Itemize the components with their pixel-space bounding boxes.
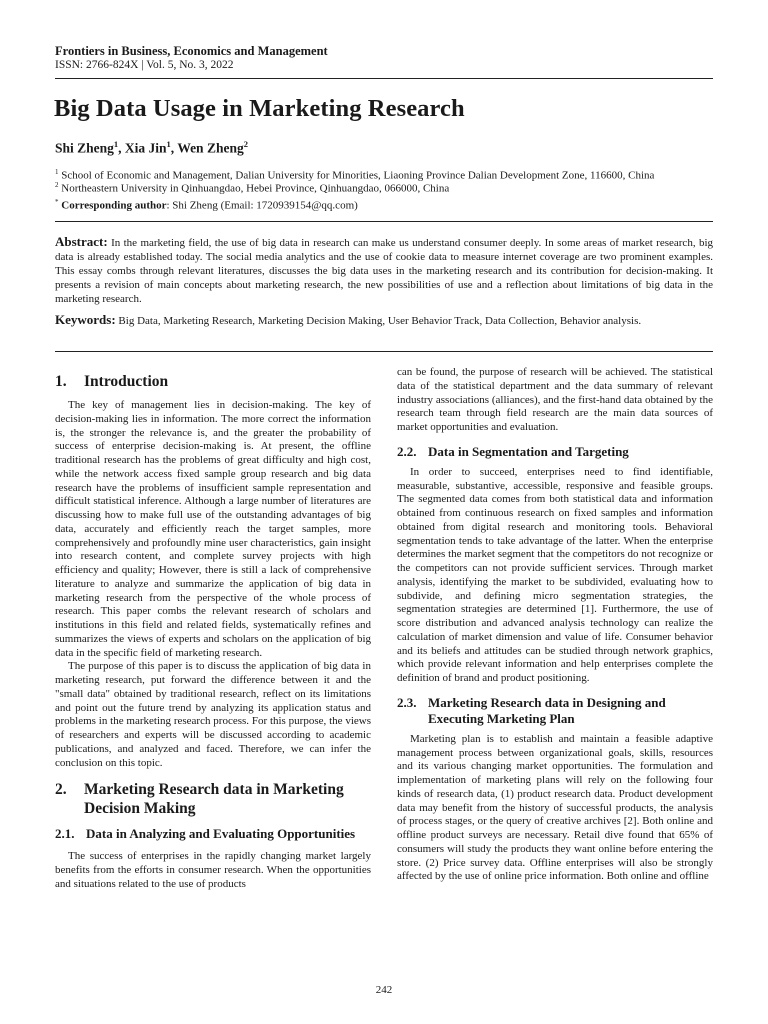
subsection-title: Data in Segmentation and Targeting <box>428 443 629 459</box>
paragraph: The purpose of this paper is to discuss the application of big data in marketing research, put forward the difference between it and the "small data" obtained by traditional research, reflect on its limitations and point out the future trend by analyzing its application status and problems in the marketing research process. For this purpose, the views of researchers and experts will be discussed according to academic publications, and analyzed and faced. Therefore, we can infer the conclusion on this topic. <box>55 660 371 769</box>
section-heading-marketing-decision <box>55 780 371 818</box>
paragraph: Marketing plan is to establish and maintain a feasible adaptive management process between organizational goals, skills, resources and its various changing market opportunities. The formulation and implementation of marketing plans will rely on the following four kinds of research data, (1) product research data. Product development data may benefit from the history of successful products, the analysis of process stages, or the query of creative archives [2]. Both online and offline product surveys are necessary. Retail dive found that 65% of consumers will study the products they want online before entering the store. (2) Price survey data. Offline enterprises will also be strongly affected by the use of online price information. Both online and offline <box>397 732 713 883</box>
author-separator: , <box>170 140 178 156</box>
affiliation-text: School of Economic and Management, Dalian University for Minorities, Liaoning Province Dalian Development Zone, 116600, China <box>58 169 655 182</box>
journal-name: Frontiers in Business, Economics and Management <box>55 44 328 58</box>
author-list <box>55 139 248 157</box>
subsection-heading-2-1 <box>55 826 371 842</box>
abstract-label: Abstract: <box>55 234 108 249</box>
corresponding-label: Corresponding author <box>58 199 167 212</box>
paragraph: can be found, the purpose of research will be achieved. The statistical data of the statistical department and the data summary of relevant industry associations (alliances), and the first-hand data obtained by the research team through field research are the main data sources of market opportunities and evaluation. <box>397 366 713 433</box>
subsection-number: 2.1. <box>55 826 75 842</box>
paper-title: Big Data Usage in Marketing Research <box>54 95 465 122</box>
header-rule <box>55 78 713 79</box>
author-affiliation-mark: 1 <box>166 139 171 149</box>
corresponding-text: : Shi Zheng (Email: 1720939154@qq.com) <box>166 199 358 212</box>
paragraph: The success of enterprises in the rapidly changing market largely benefits from the efforts in consumer research. When the opportunities and situations related to the use of products <box>55 850 371 890</box>
author-separator: , <box>118 140 125 156</box>
author-affiliation-mark: 1 <box>113 139 119 149</box>
abstract-text: In the marketing field, the use of big data in research can make us understand consumer deeply. In some areas of market research, big data is already established today. The social media analytics and the use of cookie data to measure internet coverage are two prominent examples. This essay combs through relevant literatures, discusses the big data uses in the marketing research and its contribution for decision-making. It presents a revision of main concepts about marketing research, the new possibilities of use and a reflection about limitations of big data in the marketing research. <box>55 237 713 305</box>
author-name: Wen Zheng <box>177 140 244 156</box>
subsection-title: Marketing Research data in Designing and Executing Marketing Plan <box>428 694 666 726</box>
subsection-heading-2-2 <box>397 444 713 460</box>
subsection-title: Data in Analyzing and Evaluating Opportunities <box>86 826 356 842</box>
subsection-number: 2.2. <box>397 443 417 459</box>
subsection-number: 2.3. <box>397 694 417 710</box>
right-column <box>397 366 713 884</box>
keywords-label: Keywords: <box>55 312 116 327</box>
section-heading-introduction <box>55 372 371 391</box>
affiliation-mark: 1 <box>55 168 59 176</box>
author-affiliation-mark: 2 <box>243 139 248 149</box>
abstract <box>55 235 713 307</box>
issn-line: ISSN: 2766-824X | Vol. 5, No. 3, 2022 <box>55 59 234 71</box>
section-title: Introduction <box>84 373 169 390</box>
section-number: 1. <box>55 373 67 390</box>
corresponding-mark: * <box>55 198 59 206</box>
section-title: Marketing Research data in Marketing Decision Making <box>84 781 344 818</box>
paragraph: In order to succeed, enterprises need to find identifiable, measurable, substantive, accessible, responsive and feasible groups. The segmented data comes from both statistical data and information obtained from continuous research on fixed samples and information obtained from digital research and monitoring tools. Behavioral segmentation tends to take advantage of the latter. When the enterprise determines the market segment that the competitors do not recognize or the competitors can not provide sufficient services. Through market analysis, identifying the market to be subdivided, evaluating how to subdivide, and defining micro segmentation strategies, the segmentation strategies are determined [1]. Furthermore, the use of score distribution and advanced analysis technology can realize the calculation of market dimension and value of life. Consumer behavior and its beliefs and attitudes can be studied through network graphics, which provide relevant information and help enterprises complete the definition of brand and product positioning. <box>397 465 713 684</box>
affiliation-2 <box>55 179 449 196</box>
affiliation-mark: 2 <box>55 181 59 189</box>
author-name: Shi Zheng <box>55 140 114 156</box>
page-number: 242 <box>375 984 393 996</box>
keywords <box>55 313 713 328</box>
keywords-text: Big Data, Marketing Research, Marketing Decision Making, User Behavior Track, Data Collection, Behavior analysis. <box>115 315 642 327</box>
left-column <box>55 372 371 892</box>
body-rule <box>55 351 713 352</box>
paragraph: The key of management lies in decision-making. The key of decision-making lies in information. The more correct the information is, the stronger the relevance is, and the greater the probability of success of enterprise decision-making is. At present, the offline traditional research has the problems of great difficulty and high cost, while the network access fixed sample group research and big data research have the problems of insufficient sample representation and difficult statistical inference. Although a large number of literatures are discussing how to make full use of the outstanding advantages of big data, accurately and efficiently reach the target samples, more comprehensively and profoundly mine user characteristics, gain insight into research content, and complete survey projects with high efficiency and quality; However, there is still a lack of comprehensive literature to analyze and summarize the application of big data in marketing research from the perspective of the whole process of research. This paper combs the relevant research of scholars and institutions in this field and related fields, systematically refines and summarizes the views of experts and scholars on the application of big data in the specific field of marketing research. <box>55 399 371 659</box>
subsection-heading-2-3 <box>397 695 713 727</box>
affiliation-text: Northeastern University in Qinhuangdao, Hebei Province, Qinhuangdao, 066000, China <box>58 182 450 195</box>
corresponding-author <box>55 196 358 213</box>
author-name: Xia Jin <box>124 140 167 156</box>
section-number: 2. <box>55 781 67 799</box>
front-matter-rule <box>55 221 713 222</box>
